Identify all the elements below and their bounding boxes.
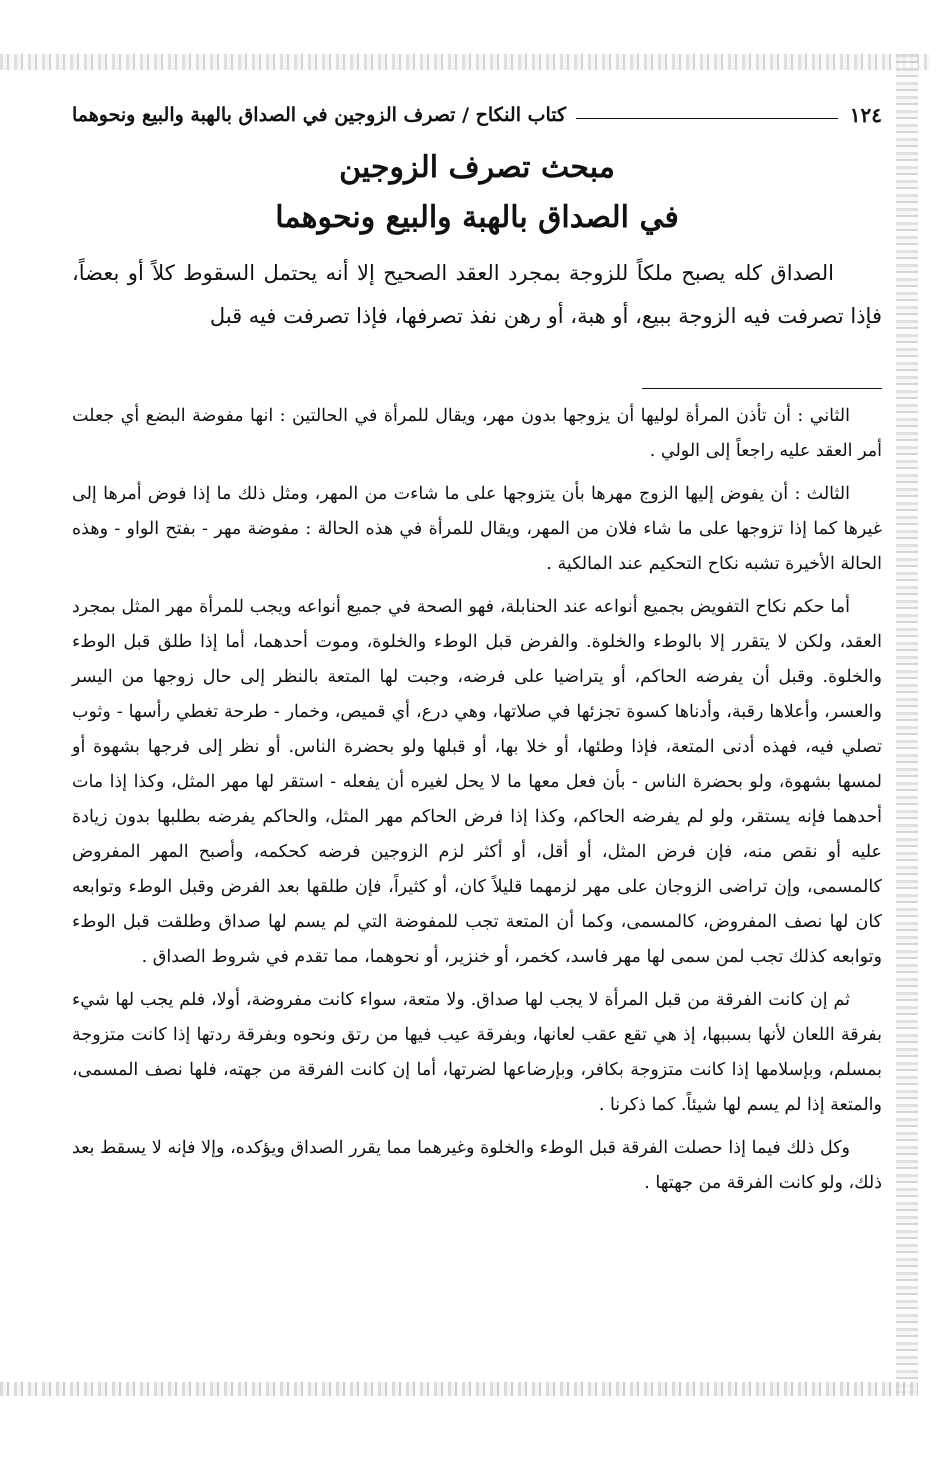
footnote-separator — [642, 388, 882, 389]
footnote-paragraph: الثاني : أن تأذن المرأة لوليها أن يزوجها بدون مهر، ويقال للمرأة في الحالتين : انها مفوضة البضع أي جعلت أمر العقد عليه راجعاً إلى الولي . — [72, 406, 882, 461]
running-title: كتاب النكاح / تصرف الزوجين في الصداق بالهبة والبيع ونحوهما — [72, 104, 567, 126]
section-title-line-2: في الصداق بالهبة والبيع ونحوهما — [275, 200, 679, 235]
running-header — [72, 94, 882, 136]
page-number: ١٢٤ — [849, 103, 882, 127]
body-paragraph: الصداق كله يصبح ملكاً للزوجة بمجرد العقد الصحيح إلا أنه يحتمل السقوط كلاً أو بعضاً، فإذا تصرفت فيه الزوجة ببيع، أو هبة، أو رهن نفذ تصرفها، فإذا تصرفت فيه قبل — [72, 261, 882, 328]
book-page — [72, 94, 882, 1209]
footnote-paragraph: أما حكم نكاح التفويض بجميع أنواعه عند الحنابلة، فهو الصحة في جميع أنواعه ويجب للمرأة مهر المثل بمجرد العقد، ولكن لا يتقرر إلا بالوطء والخلوة. والفرض قبل الوطء والخلوة، وموت أحدهما، أما إذا طلق قبل الوطء والخلوة. وقبل أن يفرضه الحاكم، أو يتراضيا على فرضه، وجبت لها المتعة بالنظر إلى حال زوجها من اليسر والعسر، وأعلاها رقبة، وأدناها كسوة تجزئها في صلاتها، وهي درع، أي قميص، وخمار - طرحة تغطي رأسها - وثوب تصلي فيه، فهذه أدنى المتعة، فإذا وطئها، أو خلا بها، أو قبلها ولو بحضرة الناس. أو نظر إلى فرجها بشهوة أو لمسها بشهوة، ولو بحضرة الناس - بأن فعل معها ما لا يحل لغيره أن يفعله - استقر لها مهر المثل، وكذا إذا مات أحدهما فإنه يستقر، ولو لم يفرضه الحاكم، وكذا إذا فرض الحاكم مهر المثل، والحاكم يفرضه بطلبها بدون زيادة عليه أو نقص منه، فإن فرض المثل، أو أقل، أو أكثر لزم الزوجين فرضه كحكمه، وأصبح المهر المفروض كالمسمى، وإن تراضى الزوجان على مهر لزمهما قليلاً كان، أو كثيراً، فإن طلقها بعد الفرض وقبل الوطء وتوابعه كان لها نصف المفروض، كالمسمى، وكما أن المتعة تجب للمفوضة التي لم يسم لها صداق وطلقت قبل الوطء وتوابعه كذلك تجب لمن سمى لها مهر فاسد، كخمر، أو خنزير، أو نحوهما، مما تقدم في شروط الصداق . — [72, 597, 883, 967]
footnote-paragraph: ثم إن كانت الفرقة من قبل المرأة لا يجب لها صداق. ولا متعة، سواء كانت مفروضة، أولا، فلم يجب لها شيء بفرقة اللعان لأنها بسببها، إذ هي تقع عقب لعانها، وبفرقة عيب فيها من رتق ونحوه وبفرقة ردتها إذا كانت متزوجة بمسلم، وبإسلامها إذا كانت متزوجة بكافر، وبإرضاعها لضرتها، أما إن كانت الفرقة من جهته، فلها نصف المسمى، والمتعة إذا لم يسم لها شيئاً. كما ذكرنا . — [72, 990, 882, 1115]
footnote-paragraph: الثالث : أن يفوض إليها الزوج مهرها بأن يتزوجها على ما شاءت من المهر، ومثل ذلك ما إذا فوض أمرها إلى غيرها كما إذا تزوجها على ما شاء فلان من المهر، ويقال للمرأة في هذه الحالة : مفوضة مهر - بفتح الواو - وهذه الحالة الأخيرة تشبه نكاح التحكيم عند المالكية . — [72, 484, 882, 574]
footnote-paragraph: وكل ذلك فيما إذا حصلت الفرقة قبل الوطء والخلوة وغيرهما مما يقرر الصداق ويؤكده، وإلا فإنه لا يسقط بعد ذلك، ولو كانت الفرقة من جهتها . — [72, 1138, 882, 1193]
decorative-border-top — [0, 54, 930, 70]
decorative-border-bottom — [0, 1382, 918, 1396]
decorative-border-right — [896, 54, 918, 1396]
section-title-line-1: مبحث تصرف الزوجين — [339, 150, 615, 185]
header-rule — [576, 118, 838, 119]
footnotes — [72, 399, 882, 1201]
